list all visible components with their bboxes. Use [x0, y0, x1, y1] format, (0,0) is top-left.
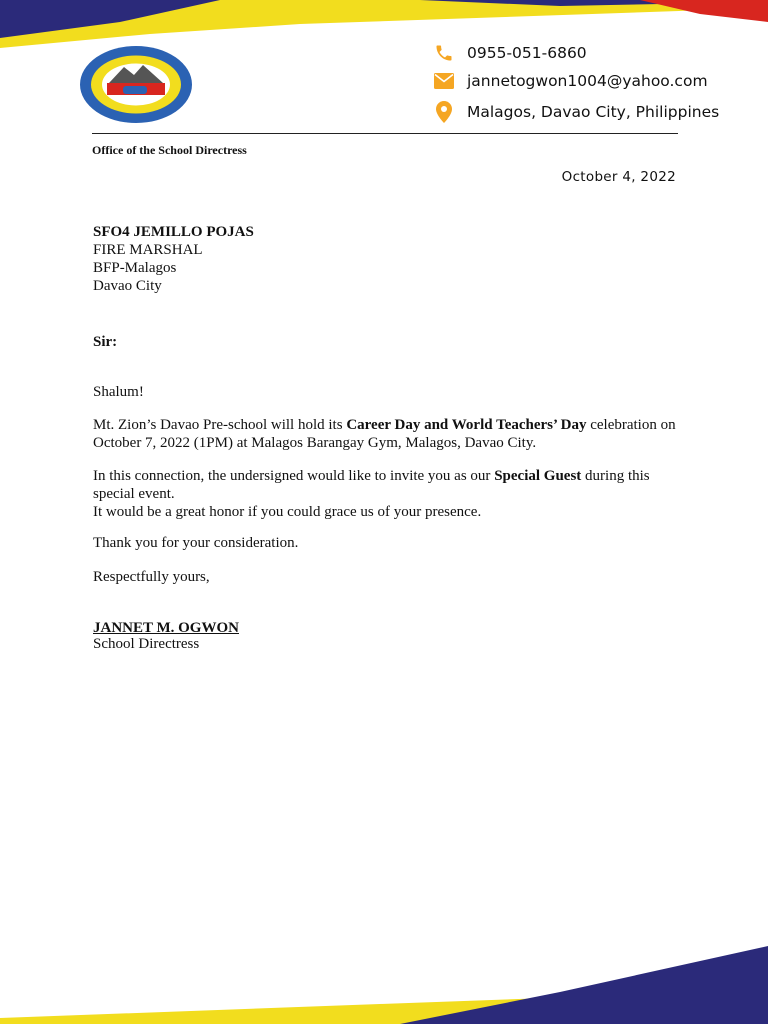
letter-date: October 4, 2022: [561, 169, 676, 185]
office-heading: Office of the School Directress: [92, 143, 247, 157]
email-text: jannetogwon1004@yahoo.com: [467, 72, 708, 90]
para2-text-a: In this connection, the undersigned would like to invite you as our: [93, 468, 495, 484]
para1-text-b: celebration on October 7, 2022 (1PM) at Malagos Barangay Gym, Malagos, Davao City.: [93, 417, 676, 451]
greeting: Shalum!: [93, 384, 144, 400]
signatory-name: JANNET M. OGWON: [93, 620, 239, 636]
contact-address: [433, 100, 719, 124]
body-paragraph-1: [93, 416, 683, 452]
phone-text: 0955-051-6860: [467, 44, 587, 62]
envelope-icon: [433, 70, 455, 92]
location-pin-icon: [433, 101, 455, 123]
thanks-line: Thank you for your consideration.: [93, 535, 299, 551]
school-logo: [79, 45, 193, 124]
closing-line: Respectfully yours,: [93, 569, 210, 585]
header-divider: [92, 133, 678, 134]
recipient-org: BFP-Malagos: [93, 260, 177, 276]
para1-text-a: Mt. Zion’s Davao Pre-school will hold its: [93, 417, 347, 433]
body-paragraph-2: [93, 467, 683, 521]
contact-email: [433, 69, 708, 93]
para2-text-b: during this special event.: [93, 468, 650, 502]
recipient-title: FIRE MARSHAL: [93, 242, 203, 258]
salutation: Sir:: [93, 334, 118, 350]
address-text: Malagos, Davao City, Philippines: [467, 103, 720, 121]
contact-phone: [433, 41, 587, 65]
para1-emphasis: Career Day and World Teachers’ Day: [346, 417, 587, 433]
para2-text-c: It would be a great honor if you could grace us of your presence.: [93, 504, 482, 520]
signatory-title: School Directress: [93, 636, 200, 652]
recipient-name: SFO4 JEMILLO POJAS: [93, 224, 254, 240]
phone-icon: [433, 42, 455, 64]
recipient-city: Davao City: [93, 278, 162, 294]
para2-emphasis: Special Guest: [494, 468, 582, 484]
